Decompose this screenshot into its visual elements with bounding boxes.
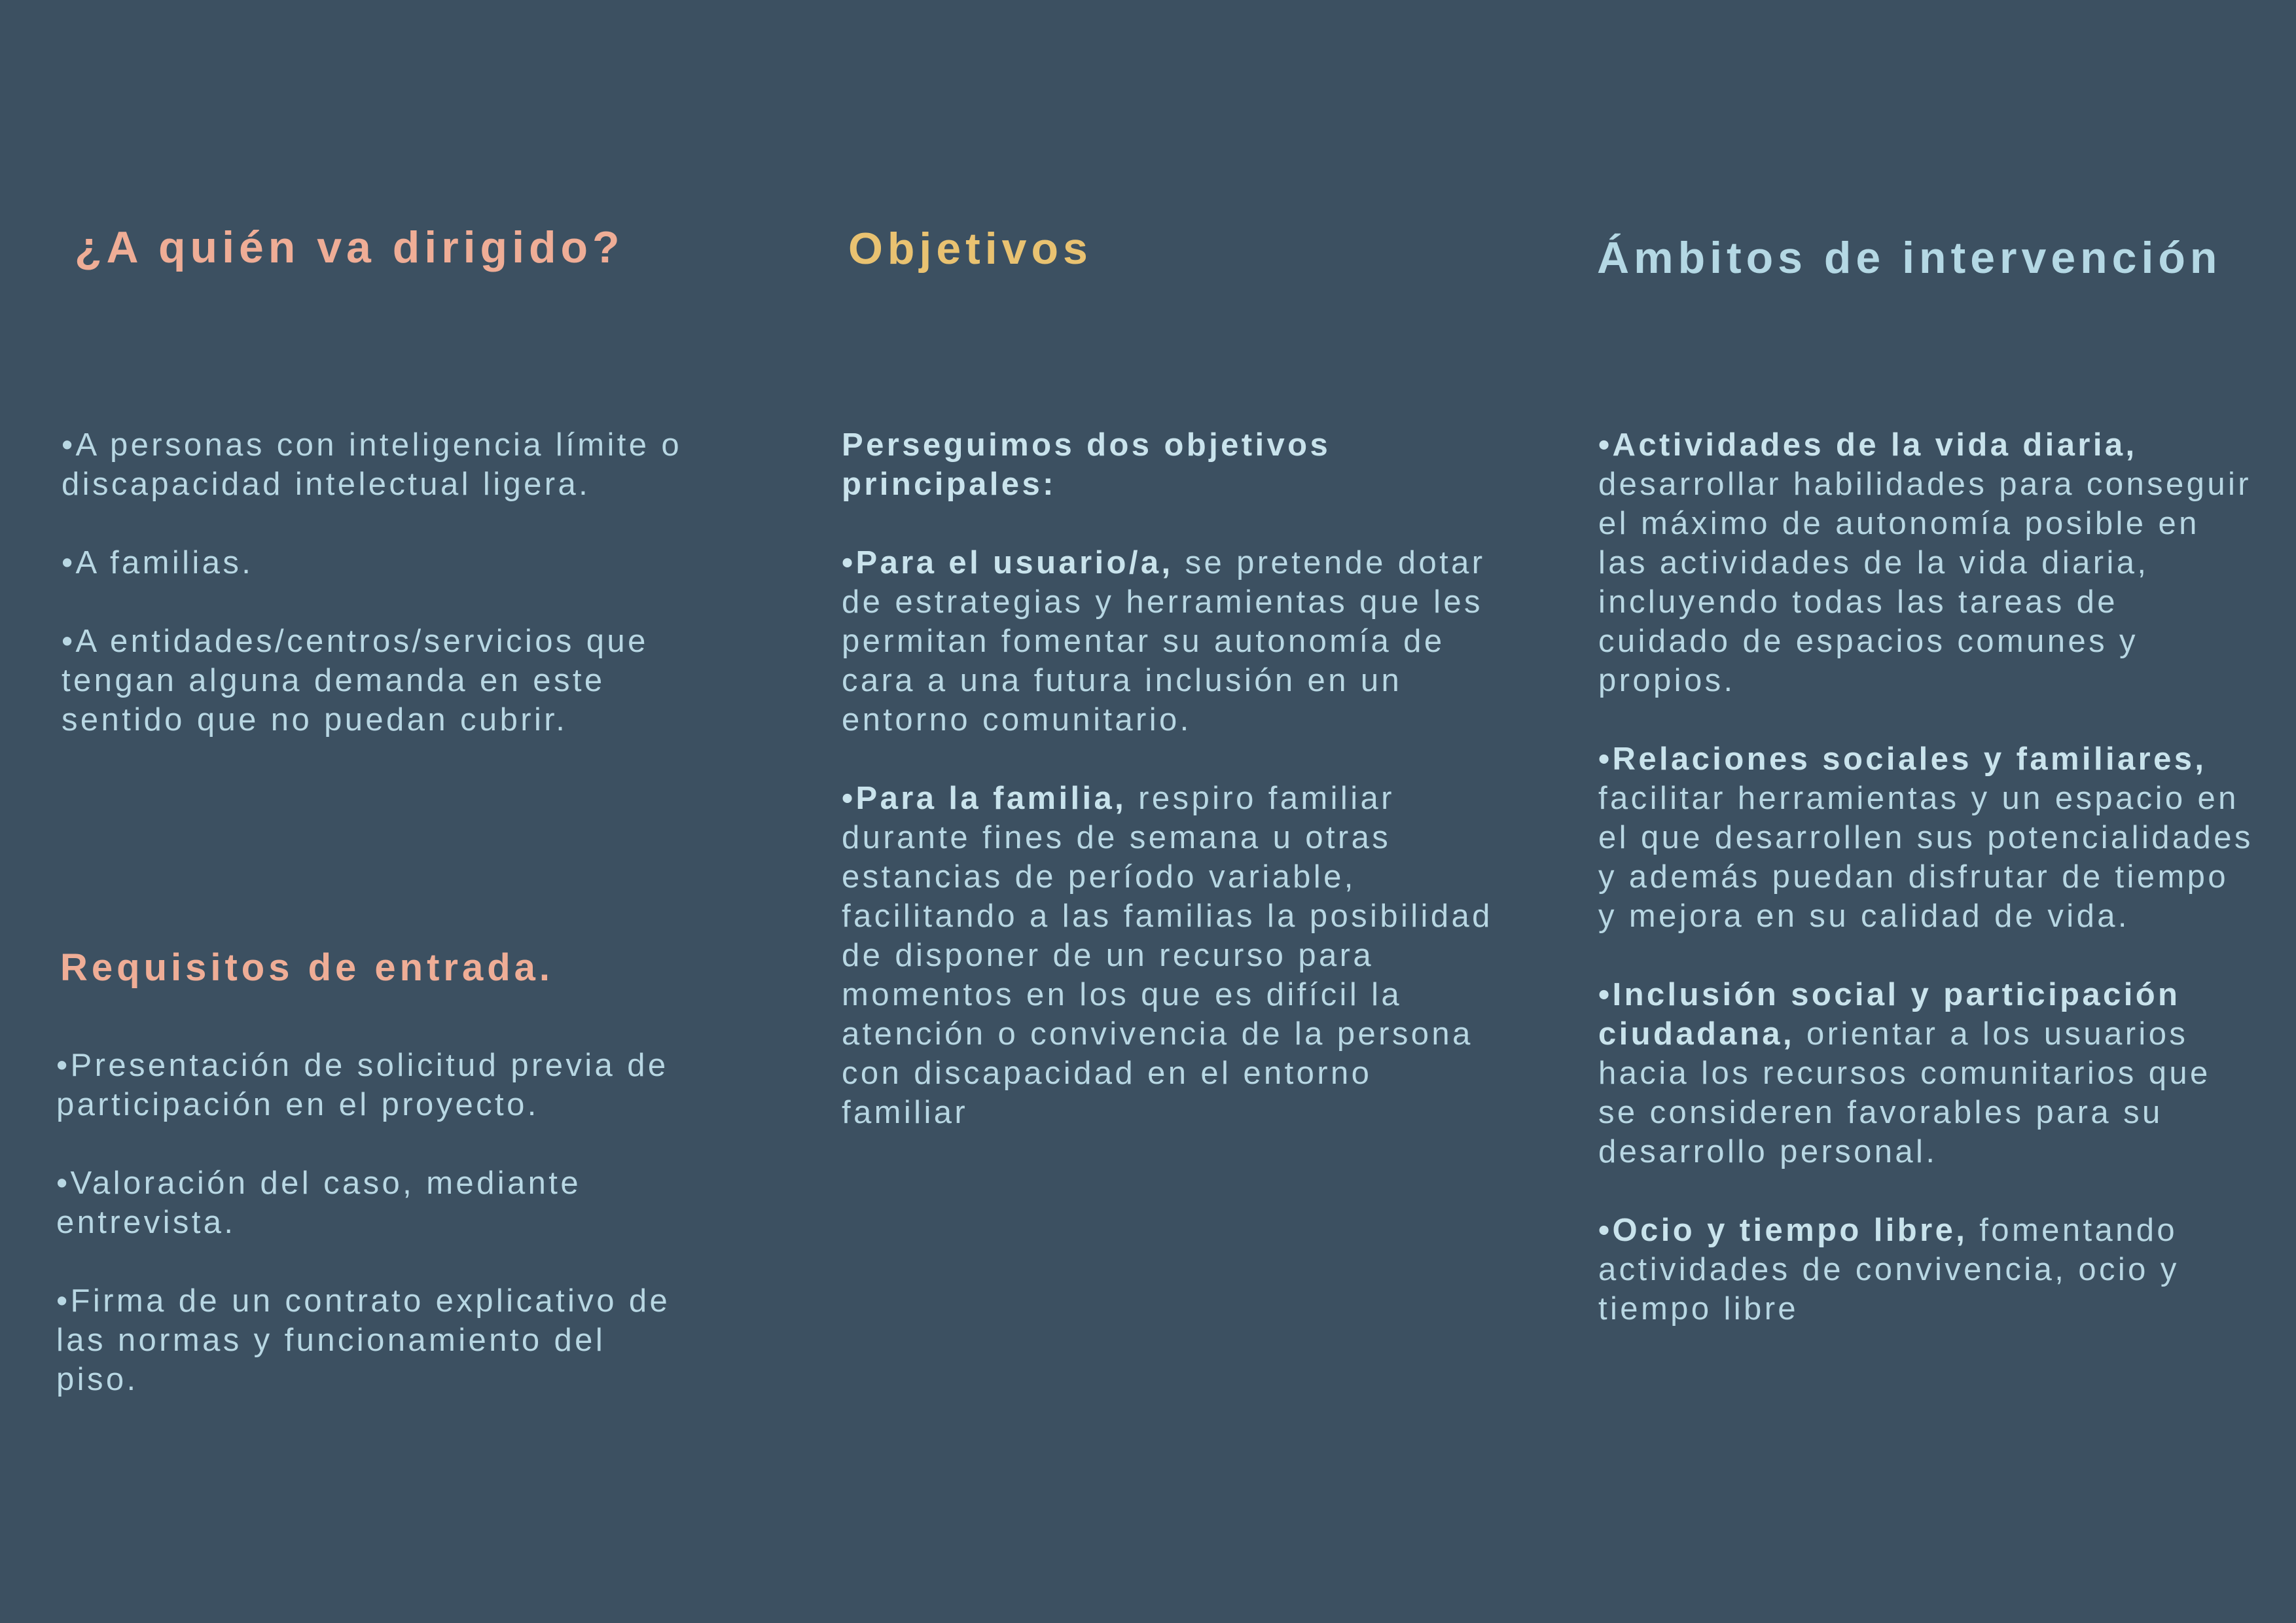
requirement-item: •Firma de un contrato explicativo de las normas y funcionamiento del piso. bbox=[56, 1283, 671, 1397]
audience-list bbox=[62, 425, 696, 740]
intervention-list bbox=[1598, 425, 2257, 1329]
intervention-item bbox=[1598, 740, 2257, 936]
objective-title: •Para la familia, bbox=[842, 781, 1127, 816]
intervention-text: fomentando actividades de convivencia, ocio y tiempo libre bbox=[1598, 1213, 2179, 1327]
objective-item bbox=[842, 779, 1496, 1132]
intervention-item bbox=[1598, 425, 2257, 700]
objective-text: se pretende dotar de estrategias y herramientas que les permitan fomentar su autonomía de cara a una futura inclusión en un entorno comunitario. bbox=[842, 545, 1486, 738]
requirement-item: •Valoración del caso, mediante entrevista. bbox=[56, 1166, 581, 1240]
intervention-text: orientar a los usuarios hacia los recursos comunitarios que se consideren favorables para su desarrollo personal. bbox=[1598, 1016, 2211, 1169]
audience-item: •A personas con inteligencia límite o discapacidad intelectual ligera. bbox=[62, 427, 683, 502]
objective-title: •Para el usuario/a, bbox=[842, 545, 1174, 580]
requirements-list bbox=[56, 1046, 698, 1399]
requirement-item: •Presentación de solicitud previa de participación en el proyecto. bbox=[56, 1048, 669, 1122]
intervention-item bbox=[1598, 1211, 2257, 1329]
intervention-title: •Ocio y tiempo libre, bbox=[1598, 1213, 1968, 1248]
requirements-heading: Requisitos de entrada. bbox=[60, 946, 554, 989]
audience-item: •A entidades/centros/servicios que tengan alguna demanda en este sentido que no puedan cubrir. bbox=[62, 624, 649, 738]
audience-heading: ¿A quién va dirigido? bbox=[75, 223, 624, 272]
audience-item: •A familias. bbox=[62, 545, 254, 580]
intervention-title: •Actividades de la vida diaria, bbox=[1598, 427, 2138, 463]
objectives-heading: Objetivos bbox=[848, 224, 1092, 274]
objectives-list bbox=[842, 425, 1496, 1132]
objective-item bbox=[842, 543, 1496, 740]
objective-text: respiro familiar durante fines de semana u otras estancias de período variable, facilitando a las familias la posibilidad de disponer de un recurso para momentos en los que es difícil la atención o convivencia de la persona con discapacidad en el entorno familiar bbox=[842, 781, 1493, 1130]
intervention-item bbox=[1598, 975, 2257, 1171]
intervention-title: •Inclusión social y participación ciudadana, bbox=[1598, 977, 2181, 1052]
objectives-intro: Perseguimos dos objetivos principales: bbox=[842, 427, 1331, 502]
intervention-heading: Ámbitos de intervención bbox=[1597, 233, 2222, 283]
intervention-text: desarrollar habilidades para conseguir el máximo de autonomía posible en las actividades de la vida diaria, incluyendo todas las tareas de cuidado de espacios comunes y propios. bbox=[1598, 467, 2251, 698]
intervention-title: •Relaciones sociales y familiares, bbox=[1598, 741, 2207, 777]
intervention-text: facilitar herramientas y un espacio en el que desarrollen sus potencialidades y además puedan disfrutar de tiempo y mejora en su calidad de vida. bbox=[1598, 781, 2253, 934]
